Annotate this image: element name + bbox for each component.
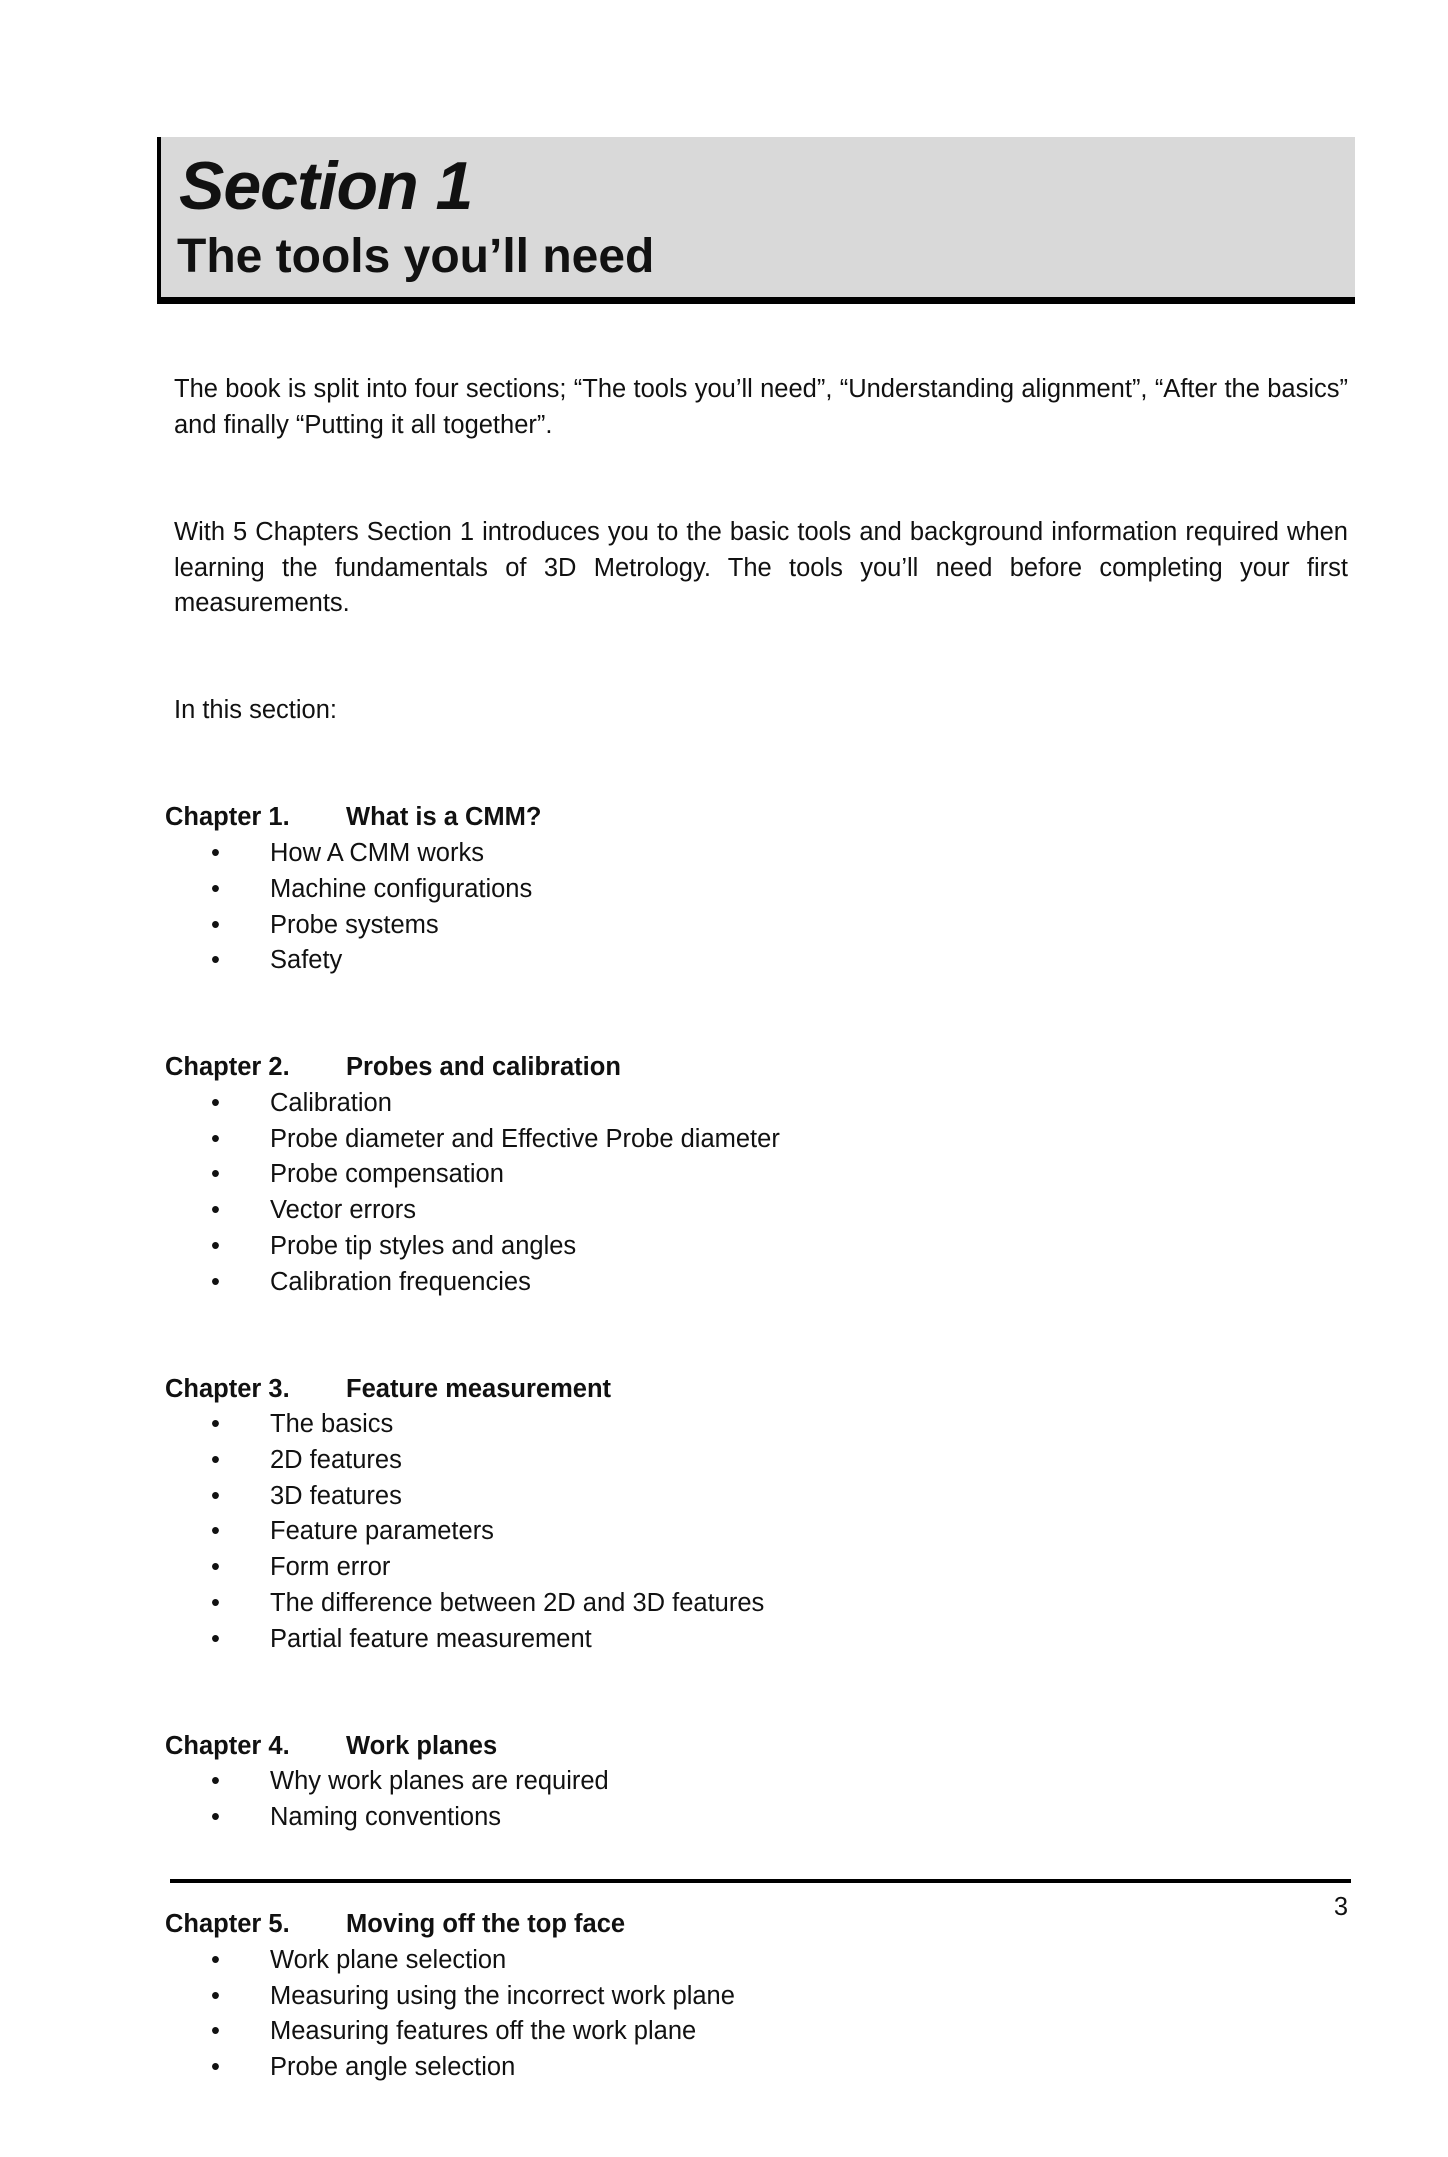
list-item-text: Calibration frequencies bbox=[270, 1267, 531, 1296]
list-item-text: Probe compensation bbox=[270, 1160, 504, 1189]
section-list-intro: In this section: bbox=[174, 696, 337, 725]
chapter-heading bbox=[165, 1372, 1348, 1408]
list-item bbox=[165, 1157, 1348, 1193]
bullet-icon: • bbox=[211, 1981, 220, 2010]
list-item bbox=[165, 1193, 1348, 1229]
list-item-text: Measuring features off the work plane bbox=[270, 2017, 697, 2046]
list-item-text: Feature parameters bbox=[270, 1517, 494, 1546]
bullet-icon: • bbox=[211, 874, 220, 903]
chapter-title: What is a CMM? bbox=[346, 803, 542, 832]
list-item-text: The difference between 2D and 3D features bbox=[270, 1588, 765, 1617]
chapter-heading bbox=[165, 1050, 1348, 1086]
list-item-text: Probe tip styles and angles bbox=[270, 1231, 577, 1260]
overview-paragraph: With 5 Chapters Section 1 introduces you to the basic tools and background information required when learning the fundamentals of 3D Metrology. The tools you’ll need before completing your first measurements. bbox=[174, 517, 1348, 618]
list-item bbox=[165, 1265, 1348, 1301]
topic-list bbox=[165, 1943, 1348, 2086]
list-item bbox=[165, 1979, 1348, 2015]
chapter-number: Chapter 5. bbox=[165, 1910, 290, 1939]
list-item-text: Partial feature measurement bbox=[270, 1624, 592, 1653]
list-item bbox=[165, 2014, 1348, 2050]
chapter-heading bbox=[165, 800, 1348, 836]
bullet-icon: • bbox=[211, 2017, 220, 2046]
bullet-icon: • bbox=[211, 1231, 220, 1260]
list-item bbox=[165, 1514, 1348, 1550]
list-item bbox=[165, 908, 1348, 944]
list-item-text: Measuring using the incorrect work plane bbox=[270, 1981, 735, 2010]
bullet-icon: • bbox=[211, 910, 220, 939]
section-number: Section 1 bbox=[179, 148, 473, 224]
list-item-text: How A CMM works bbox=[270, 839, 484, 868]
bullet-icon: • bbox=[211, 1517, 220, 1546]
chapter-title: Work planes bbox=[346, 1731, 498, 1760]
topic-list bbox=[165, 1086, 1348, 1300]
list-item-text: The basics bbox=[270, 1410, 394, 1439]
bullet-icon: • bbox=[211, 1410, 220, 1439]
bullet-icon: • bbox=[211, 1945, 220, 1974]
bullet-icon: • bbox=[211, 1624, 220, 1653]
topic-list bbox=[165, 1407, 1348, 1657]
body-content bbox=[165, 372, 1348, 2157]
list-item bbox=[165, 1800, 1348, 1836]
chapter-title: Moving off the top face bbox=[346, 1910, 626, 1939]
chapter-number: Chapter 3. bbox=[165, 1374, 290, 1403]
list-item bbox=[165, 1943, 1348, 1979]
chapter-number: Chapter 2. bbox=[165, 1053, 290, 1082]
bullet-icon: • bbox=[211, 1124, 220, 1153]
bullet-icon: • bbox=[211, 946, 220, 975]
section-header bbox=[157, 137, 1355, 304]
list-item bbox=[165, 1764, 1348, 1800]
list-item bbox=[165, 2050, 1348, 2086]
page-number: 3 bbox=[1333, 1893, 1348, 1921]
chapter-number: Chapter 4. bbox=[165, 1731, 290, 1760]
chapter-block bbox=[165, 1372, 1348, 1658]
list-item-text: Form error bbox=[270, 1553, 391, 1582]
list-item bbox=[165, 1586, 1348, 1622]
bullet-icon: • bbox=[211, 1446, 220, 1475]
list-item bbox=[165, 1229, 1348, 1265]
bullet-icon: • bbox=[211, 1553, 220, 1582]
topic-list bbox=[165, 1764, 1348, 1835]
bullet-icon: • bbox=[211, 839, 220, 868]
list-item bbox=[165, 1443, 1348, 1479]
list-item-text: 3D features bbox=[270, 1481, 402, 1510]
list-item bbox=[165, 1122, 1348, 1158]
list-item-text: Machine configurations bbox=[270, 874, 533, 903]
chapter-heading bbox=[165, 1729, 1348, 1765]
list-item-text: Naming conventions bbox=[270, 1803, 502, 1832]
chapter-list bbox=[165, 800, 1348, 2085]
bullet-icon: • bbox=[211, 1803, 220, 1832]
list-item bbox=[165, 1550, 1348, 1586]
bullet-icon: • bbox=[211, 1089, 220, 1117]
list-item bbox=[165, 1479, 1348, 1515]
chapter-block bbox=[165, 1729, 1348, 1836]
list-item-text: Probe angle selection bbox=[270, 2052, 516, 2081]
topic-list bbox=[165, 836, 1348, 979]
list-item-text: Safety bbox=[270, 946, 343, 975]
chapter-title: Probes and calibration bbox=[346, 1053, 621, 1082]
chapter-block bbox=[165, 1050, 1348, 1300]
chapter-heading bbox=[165, 1907, 1348, 1943]
bullet-icon: • bbox=[211, 2052, 220, 2081]
chapter-title: Feature measurement bbox=[346, 1374, 612, 1403]
bullet-icon: • bbox=[211, 1767, 220, 1796]
bullet-icon: • bbox=[211, 1481, 220, 1510]
chapter-number: Chapter 1. bbox=[165, 803, 290, 832]
list-item-text: Work plane selection bbox=[270, 1945, 507, 1974]
bullet-icon: • bbox=[211, 1196, 220, 1225]
list-item-text: Probe diameter and Effective Probe diameter bbox=[270, 1124, 780, 1153]
intro-paragraph: The book is split into four sections; “The tools you’ll need”, “Understanding alignment”, “After the basics” and finally “Putting it all together”. bbox=[174, 375, 1348, 439]
list-item-text: Probe systems bbox=[270, 910, 439, 939]
footer-rule bbox=[170, 1879, 1351, 1883]
list-item bbox=[165, 872, 1348, 908]
list-item bbox=[165, 836, 1348, 872]
list-item-text: Why work planes are required bbox=[270, 1767, 609, 1796]
list-item-text: 2D features bbox=[270, 1446, 402, 1475]
bullet-icon: • bbox=[211, 1267, 220, 1296]
list-item bbox=[165, 1086, 1348, 1122]
list-item bbox=[165, 1407, 1348, 1443]
chapter-block bbox=[165, 800, 1348, 979]
list-item-text: Calibration bbox=[270, 1089, 392, 1117]
list-item-text: Vector errors bbox=[270, 1196, 416, 1225]
section-title: The tools you’ll need bbox=[177, 230, 655, 283]
bullet-icon: • bbox=[211, 1160, 220, 1189]
list-item bbox=[165, 1622, 1348, 1658]
bullet-icon: • bbox=[211, 1588, 220, 1617]
chapter-block bbox=[165, 1907, 1348, 2086]
list-item bbox=[165, 943, 1348, 979]
